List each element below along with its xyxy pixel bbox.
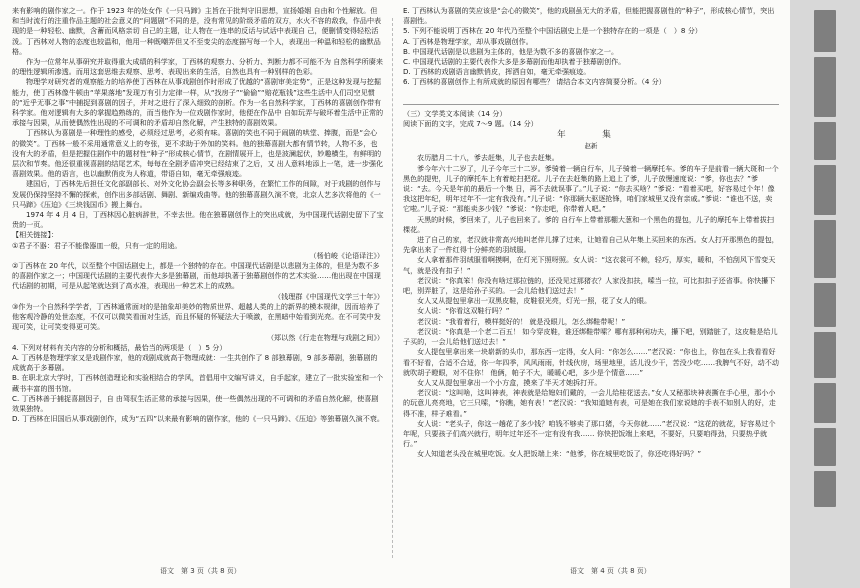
option-item[interactable]: A. 丁西林是物理学家又是戏剧作家，他的戏剧成就高于物理成就：一生共创作了 8 部独幕剧，9 部多幕剧，独幕剧的成就高于多幕剧。 <box>12 352 378 373</box>
paragraph: ②丁西林在 20 年代，以至整个中国话剧史上，都是一个独特的存在。中国现代话剧是以悲剧为主体的，但是为数不多的喜剧作家之一；中国现代话剧的主要代表作大多是独幕剧，而他却执著于独幕剧创作的艺术实验……他出现在中国现代话剧的初期，可是从起笔就达到了高水准，表现出一种艺术上的成熟。 <box>12 261 381 291</box>
paragraph: ①君子不器：君子不能像器皿一般，只有一定的用途。 <box>12 240 182 250</box>
related-link-item <box>12 241 384 261</box>
paragraph: ③作为一个自然科学学者，丁西林通常面对的是抽象却美妙的物质世界、超越人类的上的新界的模本规律，因而培养了他客观冷静的处世态度，不仅可以微笑看面对生活，而且怀疑的怀疑法大于喷激，在黑暗中始看到光亮。在不可笑中发现可笑，让可笑变得更可笑。 <box>12 301 381 332</box>
section-instruction: 阅读下面的文字，完成 7～9 题。（14 分） <box>403 118 538 128</box>
question-item: 5. 下列不能说明丁西林在 20 年代乃至整个中国话剧史上是一个独特存在的一项是（ ）8 分） <box>403 26 702 36</box>
paragraph: 作为一位常年从事研究并取得重大成绩的科学家，丁西林的观察力、分析力、判断力都不可能不为 自然科学所赓来的理性逻辑所渗透。而用这套思维去观察、思考、表现出来的生活，自然也具有一种别样的色彩。 <box>12 57 383 77</box>
option-item[interactable]: B. 在职北京大学时，丁西林创造理论和实验相结合的学风，首倡用中文编写讲义，自手起家，建立了一批实验室和一个藏书丰富的图书馆。 <box>12 373 384 393</box>
story-paragraph: 老汉说：“这叫啥，这叫神表，神表就是给媳妇们戴的，一会儿给桂花送去。”女人又秘那块神表撕在手心里，那小小的玩意儿亮亮地，它三只嗦，“你瞧，她有表！”老汉说：“我知道她有表，可是她在我们家说她的手表不如别人的好，走得不准，样子难看。” <box>403 388 776 418</box>
paragraph: 【相关链接】： <box>12 230 59 240</box>
story-paragraph: 天黑的时候，爹回来了，儿子也回来了。爹的 自行车上带着那棚大葱和一个黑色的提包，儿子的摩托车上带着拔扫棵花。 <box>403 214 774 234</box>
citation: （钱理群《中国现代文学三十年》） <box>274 291 384 301</box>
side-tab[interactable] <box>814 57 836 117</box>
story-paragraph: 女人又从提包里拿出一双黑皮鞋，皮鞋很光亮，灯光一照，花了女人的眼。 <box>417 296 652 306</box>
option-item[interactable]: C. 丁西林善于捕捉喜剧因子，自 由驾驭生活正常的承接与因果，使一些偶然出现的不可调和的矛盾自然化解，使喜剧效果独特。 <box>12 393 379 413</box>
question-item: D. 丁西林的戏剧语言幽默俏皮，挥洒自如，毫无牵强痕迹。 <box>403 67 591 77</box>
question-item: C. 中国现代话剧的主要代表作大多是多幕剧而他却执着于独幕剧创作。 <box>403 57 626 67</box>
option-item[interactable]: D. 丁西林在旧国后从事戏剧创作，成为“五四”以来最有影响的剧作家，他的《一只马蹄》、《压迫》等独幕剧久演不衰。 <box>12 414 384 424</box>
paragraph: 1974 年 4 月 4 日，丁西林因心脏病辞世，不幸去世。他在独幕剧创作上的突出成就，为中国现代话剧史留下了宝贵的一页。 <box>12 210 384 230</box>
story-paragraph: 爹今年六十二岁了，儿子今年三十二岁。爹骑着一辆自行车，儿子骑着一辆摩托车。爹的车子是前看一辆大斑和一个黑色的提兜，儿子的摩托车上有着蛇扫把花。儿子在去赶集的路上追上了爹，儿子放慢速度说：“爹，你也去？”爹说：“去。今天是年前的最后一个集 日，再不去就误事了。”儿子说：“你去买啥？”爹说：“看着买吧，好容易过个年！像我这把年纪，明年过年不一定有我没有。”儿子说：“你那辆大驱逐抢锋，咱们家城里又没有亲戚。”爹说：“谁也不送，卖它啦。”儿子说：“那能卖多少钱？”爹说：“你走吧，你带着人吧。” <box>403 163 779 214</box>
paragraph: 建国后，丁西林先后担任文化部副部长、对外文化协会副会长等多种职务，在繁忙工作的间隙，对于戏剧的创作与发展仍保持坚持不懈的探索，创作出多部话剧、舞剧、新编戏曲等。他的独幕喜剧久演不衰，北京人艺多次将他的《一只马蹄》《压迫》《三块钱国币》搬上舞台。 <box>12 179 381 209</box>
question-item: B. 中国现代话剧是以悲剧为主体的，他是为数不多的喜剧作家之一。 <box>403 46 619 56</box>
story-paragraph: 农历腊月二十八，爹去赶集，儿子也去赶集。 <box>417 153 559 163</box>
story-paragraph: 女人知道老头没在城里吃饭。女人把饭端上来：“他爹，你在城里吃饭了，你还吃得好吗？” <box>417 449 702 459</box>
question-text: 下列对材料有关内容的分析和概括，最恰当的两项是（ ）5 分） <box>21 342 227 352</box>
side-tab[interactable] <box>814 122 836 160</box>
story-paragraph: 女人提包里拿出来一块崭新的头巾，那东西一定得，女人问：“你怎么……”老汉说：“你也上，你包在头上我看看好看不好看，合适不合适，你一年四季，风风雨雨，针线伙房，场里地里，活儿没少干，苦没少吃……我脾气不好，动不动就吹胡子瞪眼，对不住你！ 他俩，帕子不大，暖暖心吧，多少是个情意……” <box>403 347 779 377</box>
left-column <box>12 6 384 552</box>
side-tab[interactable] <box>814 220 836 278</box>
story-paragraph: 老汉说：“你真是一个老二百五！ 如今穿皮鞋，谁还绑鞋带嗦？哪有那种闲功夫，攥下吧，别踏脏了，这皮鞋是给儿子买的，一会儿给他们送过去！” <box>403 326 778 347</box>
right-column <box>403 6 779 552</box>
story-paragraph: 老汉说：“我看着行，模样挺好的！ 就是没眼儿，怎么绑鞋带呢！” <box>417 316 626 326</box>
side-tab[interactable] <box>814 383 836 423</box>
story-paragraph: 女人又从提包里拿出一个小方盒，摸来了半天才她拆打开。 <box>417 377 602 387</box>
side-tab[interactable] <box>814 428 836 466</box>
question-number: 4. <box>12 342 19 352</box>
question-item: 6. 丁西林的喜剧创作上有所成就的原因有哪些？ 请结合本文内容简要分析。（4 分） <box>403 77 666 87</box>
citation: （杨伯峻《论语译注》） <box>309 250 384 260</box>
side-tab[interactable] <box>814 165 836 215</box>
story-paragraph: 进了自己的家，老汉就非常高兴地叫老伴儿撑了过来，让她看自己从年集上买回来的东西。女人打开那黑色的提包，先拿出来了一件红得十分鲜亮的羽绒服。 <box>403 235 779 255</box>
question-4 <box>12 343 384 425</box>
question-item: A. 丁西林是物理学家，却从事戏剧创作。 <box>403 36 533 46</box>
column-divider <box>392 18 393 558</box>
story-paragraph: 女人拿着那件羽绒服看啊摸啊，在灯光下照呀照。女人说：“这衣裳可不赖，轻巧，厚实，暖和，不怕刮风下雪变天气，就是没有扣子！” <box>403 255 776 275</box>
related-link-item <box>12 302 384 343</box>
page-footer-right: 语文 第 4 页（共 8 页） <box>570 567 651 575</box>
section-heading: （三）文学类文本阅读（14 分） <box>403 108 507 118</box>
question-item: E. 丁西林认为喜剧的笑应该是“会心的微笑”，他的戏剧虽无大的矛盾，但能把握喜剧性的“种子”，形成核心情节，突出喜剧性。 <box>403 6 775 26</box>
paragraph: 来有影响的剧作家之一。作于 1923 年的处女作《一只马蹄》主旨在于批判守旧思想，宣扬婚姻 自由和个性解放。但和当时流行的注重作品主题的社会意义的“问题剧”不同的是，没有常见的阶级矛盾的双方，水火不容的敌我，作品中表现的是一种轻松、幽默，含蓄而风格亲切 自己的主题，让人物在一连串的反话与试话中表现自 己，便删情变得轻松活泼。丁西林对人物的态度也较温和，他用一种既嘲弄但又不至变尖的态度描写每一个人，表现出一种温和轻松的幽默品格。 <box>12 6 382 56</box>
citation: （郑以然《行走在物理与戏剧之间》） <box>266 332 384 342</box>
side-tab[interactable] <box>814 283 836 327</box>
story-author: 赵新 <box>584 142 598 151</box>
side-thumbnail-strip[interactable] <box>796 10 852 512</box>
side-tab[interactable] <box>814 10 836 52</box>
side-tab[interactable] <box>814 332 836 378</box>
story-paragraph: 女人说：“你看这双鞋行吗？” <box>417 306 510 316</box>
page-footer-left: 语文 第 3 页（共 8 页） <box>160 567 241 575</box>
answer-lines[interactable] <box>403 88 779 105</box>
related-link-item <box>12 261 384 302</box>
story-paragraph: 女人说：“老头子，你这一趟花了多少钱？咱钱不够卖了那口猪，今天你就……”老汉说：“这花的就花，好容易过个年呢，只要孩子们高兴就行，明年过年还不一定有没有我…… 你快把饭端上来吧，不要好，只要咱得劲，只要热乎就行。” <box>403 418 776 449</box>
side-tab[interactable] <box>814 471 836 507</box>
story-title: 年 集 <box>557 130 625 141</box>
story-paragraph: 老汉说：“你真笨！你没有啥过那拉链的，还没见过那猪衣？人家没扣扶，嗦当一拉，可比扣扣子还省事。你快攥下吧，别弄脏了，这是给孙子买的。一会儿给他们送过去！” <box>403 275 776 296</box>
paragraph: 物理学对研究者的观察能力的培养使丁西林在从事戏剧创作时形成了优越的“喜剧审美定势”，正是这种发现与挖掘能力，使丁西林像牛顿由“苹果落地”发现万有引力定律一样，从“找房子”“偷偷”“赔花瓶钱”这些生活中人们司空见惯的“近乎无事之事”中捕捉到喜剧的因子，并对之进行了深入细致的剖析。作为一名自然科学家，丁西林的喜剧创作带有科学家。他对逻辑有大多的掌握趋熟练的，而当他作为一位戏剧作家时，他便在作品中 自如玩弄与破坏着生活中正常的承接与因果，从而使偶然性出现的不可调和的矛盾却自然化解，产生独特的喜剧效果。 <box>12 77 384 128</box>
paragraph: 丁西林认为喜剧是一种理性的感受，必须经过思考，必须有味。喜剧的笑也不同于闹剧的哄堂、捧腹，而是“会心的微笑”。丁西林一般不采用通常意义上的夸张，更不求助于外加的笑料。他的独幕喜剧大都有情节转，人物不多，也没有大的矛盾，但是把握住剧作中的题材性“种子”形成核心情节，在剧情展开上，也是波澜起伏，妙趣横生，有鲜明的层次和节奏。他还很重视喜剧的结尾艺术，每每在全剧矛盾冲突已经结束了之后，又 出人意料地添上一笔，进一步强化喜剧效果。他的语言，也以幽默俏皮为人称道，带语自如，毫无牵强痕迹。 <box>12 128 384 179</box>
question-stem <box>12 343 384 353</box>
